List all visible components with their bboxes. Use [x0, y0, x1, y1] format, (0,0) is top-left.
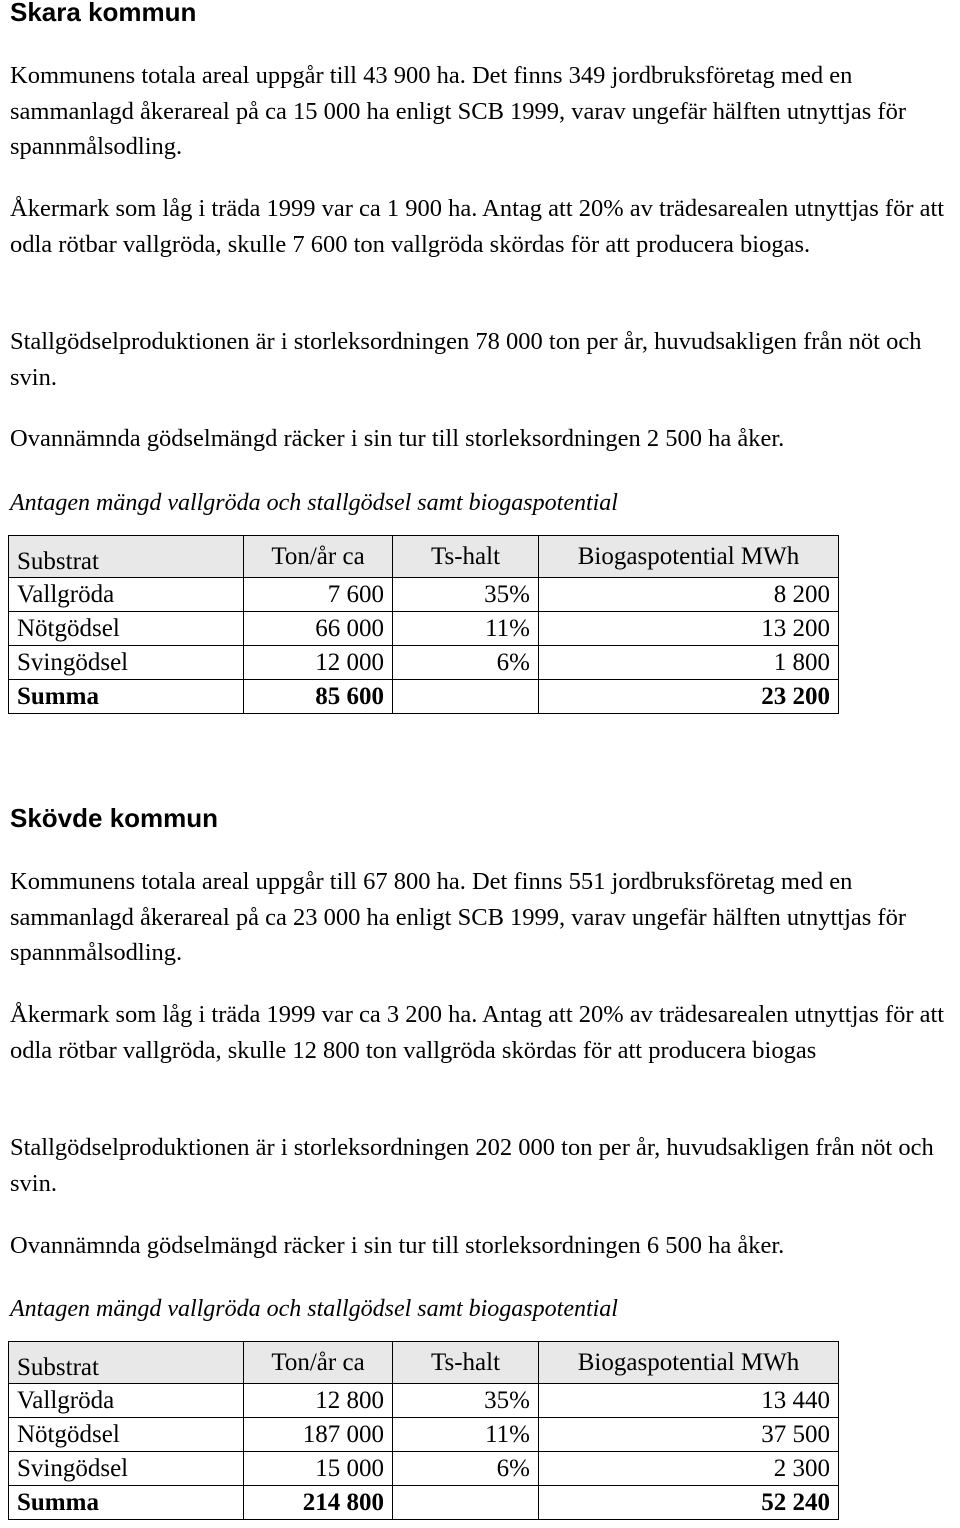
- table-cell: 37 500: [539, 1418, 839, 1452]
- column-header: Substrat: [9, 1342, 244, 1384]
- table-cell: 35%: [393, 1384, 539, 1418]
- sum-cell: 52 240: [539, 1486, 839, 1520]
- table-cell: 11%: [393, 1418, 539, 1452]
- biogas-table: [8, 535, 839, 714]
- column-header: Ts-halt: [393, 1342, 539, 1384]
- sum-cell: 214 800: [244, 1486, 393, 1520]
- table-cell: 187 000: [244, 1418, 393, 1452]
- table-cell: 2 300: [539, 1452, 839, 1486]
- sum-label: Summa: [9, 1486, 244, 1520]
- paragraph: Åkermark som låg i träda 1999 var ca 3 200 ha. Antag att 20% av trädesarealen utnyttjas för att odla rötbar vallgröda, skulle 12 800 ton vallgröda skördas för att producera biogas: [10, 1001, 945, 1064]
- table-cell: Nötgödsel: [9, 1418, 244, 1452]
- table-sum-row: [9, 1486, 839, 1520]
- column-header: Ton/år ca: [244, 536, 393, 578]
- table-cell: 11%: [393, 612, 539, 646]
- table-header-row: [9, 1342, 839, 1384]
- paragraph: Stallgödselproduktionen är i storleksordningen 78 000 ton per år, huvudsakligen från nöt och svin.: [10, 328, 922, 391]
- table-row: [9, 1452, 839, 1486]
- table-cell: 7 600: [244, 578, 393, 612]
- column-header: Biogaspotential MWh: [539, 1342, 839, 1384]
- paragraph: Kommunens totala areal uppgår till 67 800 ha. Det finns 551 jordbruksföretag med en sammanlagd åkerareal på ca 23 000 ha enligt SCB 1999, varav ungefär hälften utnyttjas för spannmålsodling.: [10, 868, 906, 966]
- table-row: [9, 578, 839, 612]
- table-cell: 66 000: [244, 612, 393, 646]
- sum-cell: [393, 1486, 539, 1520]
- table-cell: 6%: [393, 646, 539, 680]
- paragraph: Ovannämnda gödselmängd räcker i sin tur till storleksordningen 6 500 ha åker.: [10, 1232, 785, 1259]
- sum-cell: 85 600: [244, 680, 393, 714]
- sum-cell: [393, 680, 539, 714]
- paragraph: Stallgödselproduktionen är i storleksordningen 202 000 ton per år, huvudsakligen från nöt och svin.: [10, 1134, 934, 1197]
- table-cell: 12 000: [244, 646, 393, 680]
- sum-cell: 23 200: [539, 680, 839, 714]
- table-cell: Vallgröda: [9, 578, 244, 612]
- table-row: [9, 612, 839, 646]
- table-cell: 8 200: [539, 578, 839, 612]
- table-cell: 13 200: [539, 612, 839, 646]
- section-title: Skövde kommun: [10, 803, 219, 833]
- biogas-table: [8, 1341, 839, 1520]
- column-header: Substrat: [9, 536, 244, 578]
- table-cell: Svingödsel: [9, 646, 244, 680]
- section-title: Skara kommun: [10, 0, 197, 27]
- table-row: [9, 1418, 839, 1452]
- table-cell: Vallgröda: [9, 1384, 244, 1418]
- table-caption: Antagen mängd vallgröda och stallgödsel samt biogaspotential: [10, 490, 618, 516]
- table-cell: 1 800: [539, 646, 839, 680]
- table-cell: 6%: [393, 1452, 539, 1486]
- table-sum-row: [9, 680, 839, 714]
- paragraph: Åkermark som låg i träda 1999 var ca 1 900 ha. Antag att 20% av trädesarealen utnyttjas för att odla rötbar vallgröda, skulle 7 600 ton vallgröda skördas för att producera biogas.: [10, 195, 945, 258]
- sum-label: Summa: [9, 680, 244, 714]
- table-cell: Svingödsel: [9, 1452, 244, 1486]
- column-header: Ts-halt: [393, 536, 539, 578]
- table-cell: Nötgödsel: [9, 612, 244, 646]
- table-row: [9, 646, 839, 680]
- table-cell: 13 440: [539, 1384, 839, 1418]
- column-header: Ton/år ca: [244, 1342, 393, 1384]
- table-cell: 35%: [393, 578, 539, 612]
- table-cell: 15 000: [244, 1452, 393, 1486]
- table-header-row: [9, 536, 839, 578]
- paragraph: Ovannämnda gödselmängd räcker i sin tur till storleksordningen 2 500 ha åker.: [10, 425, 785, 452]
- paragraph: Kommunens totala areal uppgår till 43 900 ha. Det finns 349 jordbruksföretag med en sammanlagd åkerareal på ca 15 000 ha enligt SCB 1999, varav ungefär hälften utnyttjas för spannmålsodling.: [10, 62, 906, 160]
- table-cell: 12 800: [244, 1384, 393, 1418]
- column-header: Biogaspotential MWh: [539, 536, 839, 578]
- table-caption: Antagen mängd vallgröda och stallgödsel samt biogaspotential: [10, 1296, 618, 1322]
- table-row: [9, 1384, 839, 1418]
